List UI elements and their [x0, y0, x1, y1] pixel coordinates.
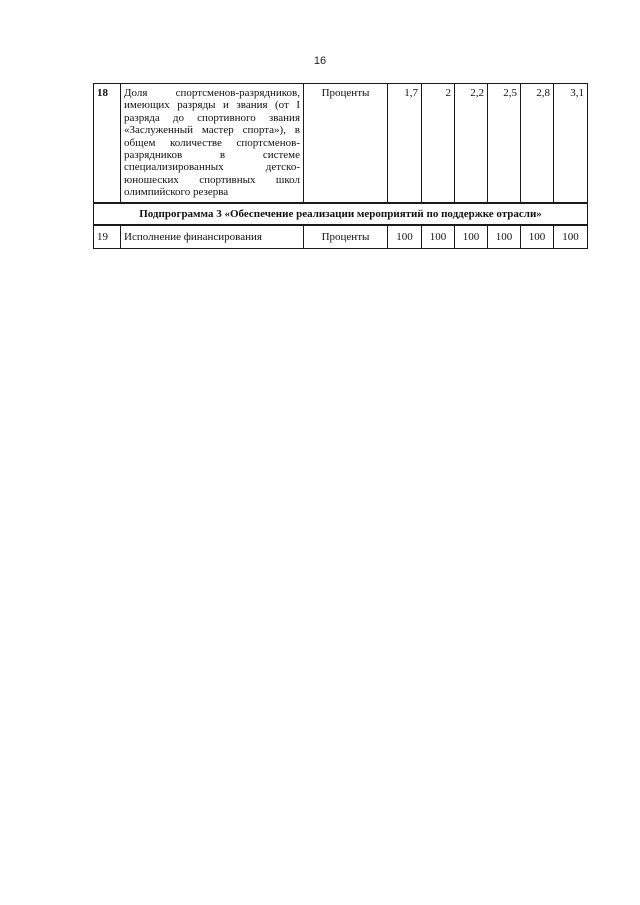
indicators-table [93, 83, 588, 249]
table-row [94, 225, 588, 249]
value-cell: 1,7 [388, 84, 422, 203]
value-cell: 100 [488, 225, 521, 249]
value-cell: 100 [521, 225, 554, 249]
value-cell: 100 [388, 225, 422, 249]
value-cell: 2,2 [455, 84, 488, 203]
value-cell: 100 [422, 225, 455, 249]
value-cell: 100 [554, 225, 588, 249]
value-cell: 2,8 [521, 84, 554, 203]
value-cell: 3,1 [554, 84, 588, 203]
indicator-name-cell: Исполнение финансирования [121, 225, 304, 249]
subprogram-header: Подпрограмма 3 «Обеспечение реализации мероприятий по поддержке отрасли» [94, 203, 588, 225]
row-number-cell: 19 [94, 225, 121, 249]
subprogram-header-row [94, 203, 588, 225]
value-cell: 2,5 [488, 84, 521, 203]
table-row [94, 84, 588, 203]
value-cell: 2 [422, 84, 455, 203]
indicator-name-cell: Доля спортсменов-разрядников, имеющих разряды и звания (от I разряда до спортивного звания «Заслуженный мастер спорта»), в общем количестве спортсменов-разрядников в системе специализированных детско-юношеских спортивных школ олимпийского резерва [121, 84, 304, 203]
unit-cell: Проценты [304, 225, 388, 249]
value-cell: 100 [455, 225, 488, 249]
unit-cell: Проценты [304, 84, 388, 203]
page-number: 16 [313, 55, 327, 67]
row-number-cell: 18 [94, 84, 121, 203]
